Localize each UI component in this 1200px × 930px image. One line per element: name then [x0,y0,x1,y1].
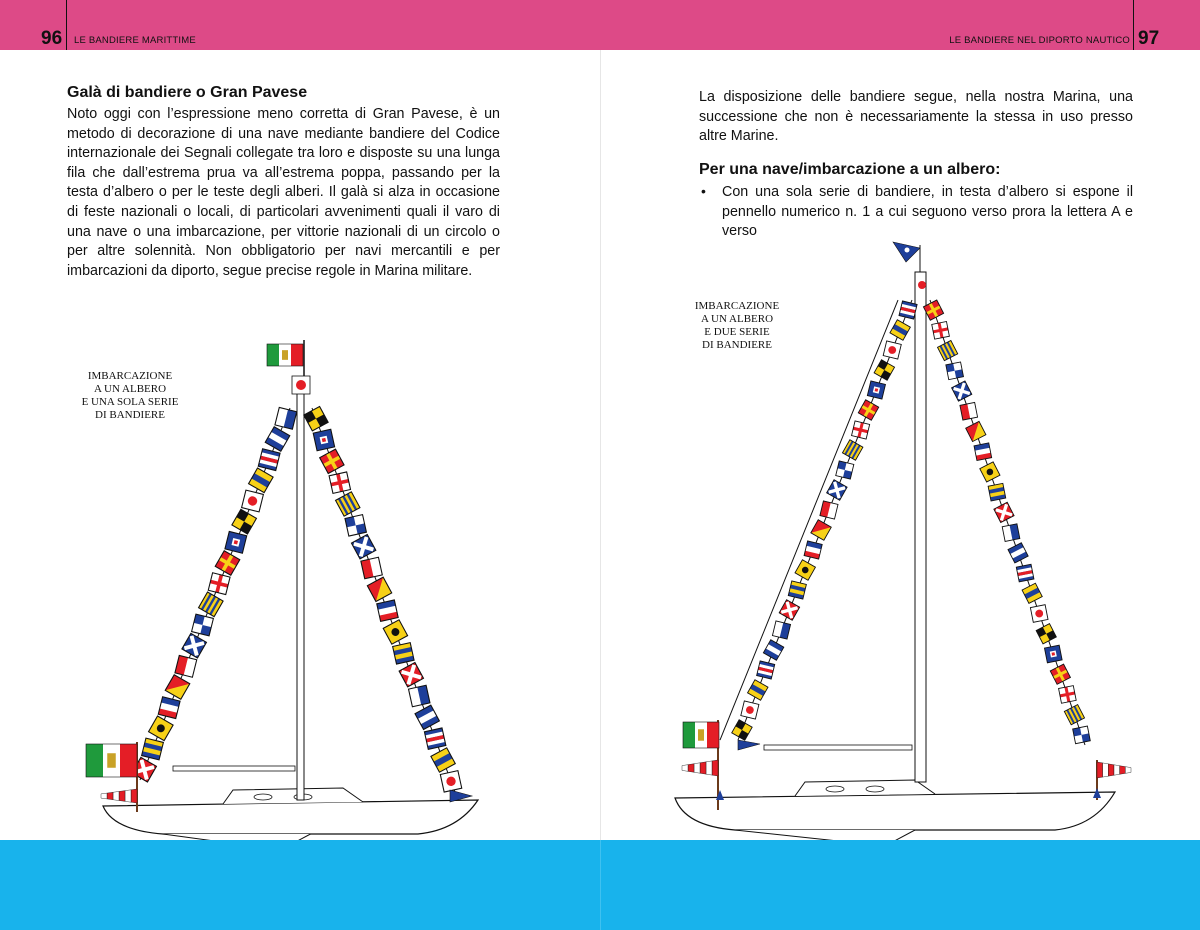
signal-flag [361,557,382,578]
right-bullet-text: Con una sola serie di bandiere, in testa d’albero si espone il pennello numerico n. 1 a cui seguono verso prora la lettera A e verso [722,184,1133,240]
caption-line: A UN ALBERO [93,383,167,395]
signal-flag [890,320,910,340]
sea-spine-line [600,840,601,930]
caption-line: DI BANDIERE [702,339,772,351]
signal-flag [440,771,461,792]
signal-flag [858,400,878,420]
signal-flag [980,462,1000,482]
signal-flag [431,748,455,772]
signal-flag [763,640,783,660]
right-bow-striped-pennant [1097,762,1131,778]
right-masthead-dot [918,281,926,289]
signal-flag [804,541,822,559]
signal-flag [409,685,430,706]
signal-flag [225,531,247,553]
caption-line: E DUE SERIE [704,326,770,338]
signal-flag [960,402,978,420]
signal-flag [748,680,768,700]
right-stern-italian-flag [683,722,719,748]
signal-flag [242,490,264,512]
signal-flag [149,716,174,741]
signal-flag [249,468,274,493]
signal-flag [424,728,445,749]
right-heading: Per una nave/imbarcazione a un albero: [699,161,1001,178]
right-page-number: 97 [1138,28,1160,49]
signal-flag [367,577,391,601]
signal-flag [415,705,439,729]
right-bow-pennant [738,740,760,750]
signal-flag [874,360,894,380]
signal-flag [336,492,360,516]
flag-line [720,300,898,740]
right-running-title: LE BANDIERE NEL DIPORTO NAUTICO [949,35,1130,46]
signal-flag [883,341,901,359]
signal-flag [1036,624,1056,644]
left-mast-italian-flag [267,344,303,366]
right-masthead-pennant [893,242,920,262]
signal-flag [974,443,992,461]
signal-flag [399,662,423,686]
signal-flag [158,697,180,719]
bullet-marker: • [701,183,706,199]
signal-flag [275,407,297,429]
signal-flag [329,472,350,493]
signal-flag [142,738,164,760]
signal-flag [795,560,815,580]
signal-flag [952,381,972,401]
signal-flag [836,461,854,479]
signal-flag [258,449,280,471]
right-boat-hull [675,780,1115,840]
left-boat-hull [103,788,478,840]
signal-flag [988,483,1006,501]
signal-flag [1008,543,1028,563]
left-running-title: LE BANDIERE MARITTIME [74,35,196,46]
signal-flag [842,440,862,460]
signal-flag [1073,726,1091,744]
left-masthead-dot [296,380,306,390]
signal-flag [304,406,328,430]
signal-flag [383,620,407,644]
signal-flag [867,381,885,399]
signal-flag [1030,605,1048,623]
signal-flag [320,449,344,473]
signal-flag [757,661,775,679]
signal-flag [165,675,190,700]
signal-flag [1059,686,1077,704]
signal-flag [932,322,950,340]
signal-flag [779,600,799,620]
left-stern-italian-flag [86,744,137,777]
caption-line: A UN ALBERO [700,313,774,325]
left-page-number: 96 [41,28,63,49]
signal-flag [1044,645,1062,663]
signal-flag [994,502,1014,522]
caption-line: IMBARCAZIONE [694,300,780,312]
caption-line: E UNA SOLA SERIE [81,396,179,408]
signal-flag [820,501,838,519]
signal-flag [1002,524,1020,542]
signal-flag [192,614,214,636]
signal-flag [1022,583,1042,603]
signal-flag [732,720,752,740]
left-boom [173,766,295,771]
signal-flag [966,421,986,441]
signal-flag [946,362,964,380]
signal-flag [351,534,375,558]
signal-flag [1064,705,1084,725]
signal-flag [232,509,257,534]
signal-flag [175,655,197,677]
signal-flag [199,592,224,617]
right-intro-text: La disposizione delle bandiere segue, nella nostra Marina, una successione che non è necessariamente la stessa in uso presso altre Marine. [699,89,1133,145]
signal-flag [827,480,847,500]
right-stern-pennant [682,760,718,776]
caption-line: IMBARCAZIONE [87,370,173,382]
signal-flag [265,427,290,452]
left-heading: Galà di bandiere o Gran Pavese [67,84,308,101]
signal-flag [313,429,334,450]
caption-line: DI BANDIERE [95,409,165,421]
signal-flag [182,633,207,658]
right-mast [915,272,926,782]
signal-flag [811,520,831,540]
signal-flag [741,701,759,719]
signal-flag [772,621,790,639]
right-boom [764,745,912,750]
left-stern-pennant [101,789,137,803]
signal-flag [938,340,958,360]
signal-flag [1016,564,1034,582]
signal-flag [345,515,366,536]
signal-flag [215,551,240,576]
signal-flag [1050,664,1070,684]
left-mast [297,392,304,800]
signal-flag [788,581,806,599]
signal-flag [393,643,414,664]
signal-flag [899,301,917,319]
signal-flag [208,573,230,595]
signal-flag [377,600,398,621]
left-body-text: Noto oggi con l’espressione meno corretta di Gran Pavese, è un metodo di decorazione di una nave mediante bandiere del Codice internazionale dei Segnali collegate tra loro e disposte su una lunga fila che dall’estrema prua va all’estrema poppa, passando per la testa d’albero o per le teste degli alberi. Il galà si alza in occasione di feste nazionali o locali, di particolari avvenimenti quali il varo di una nave o una imbarcazione, per vittorie nazionali di un circolo o per altre solennità. Non obbligatorio per navi mercantili e per imbarcazioni da diporto, segue precise regole in Marina militare. [67,106,500,279]
signal-flag [852,421,870,439]
